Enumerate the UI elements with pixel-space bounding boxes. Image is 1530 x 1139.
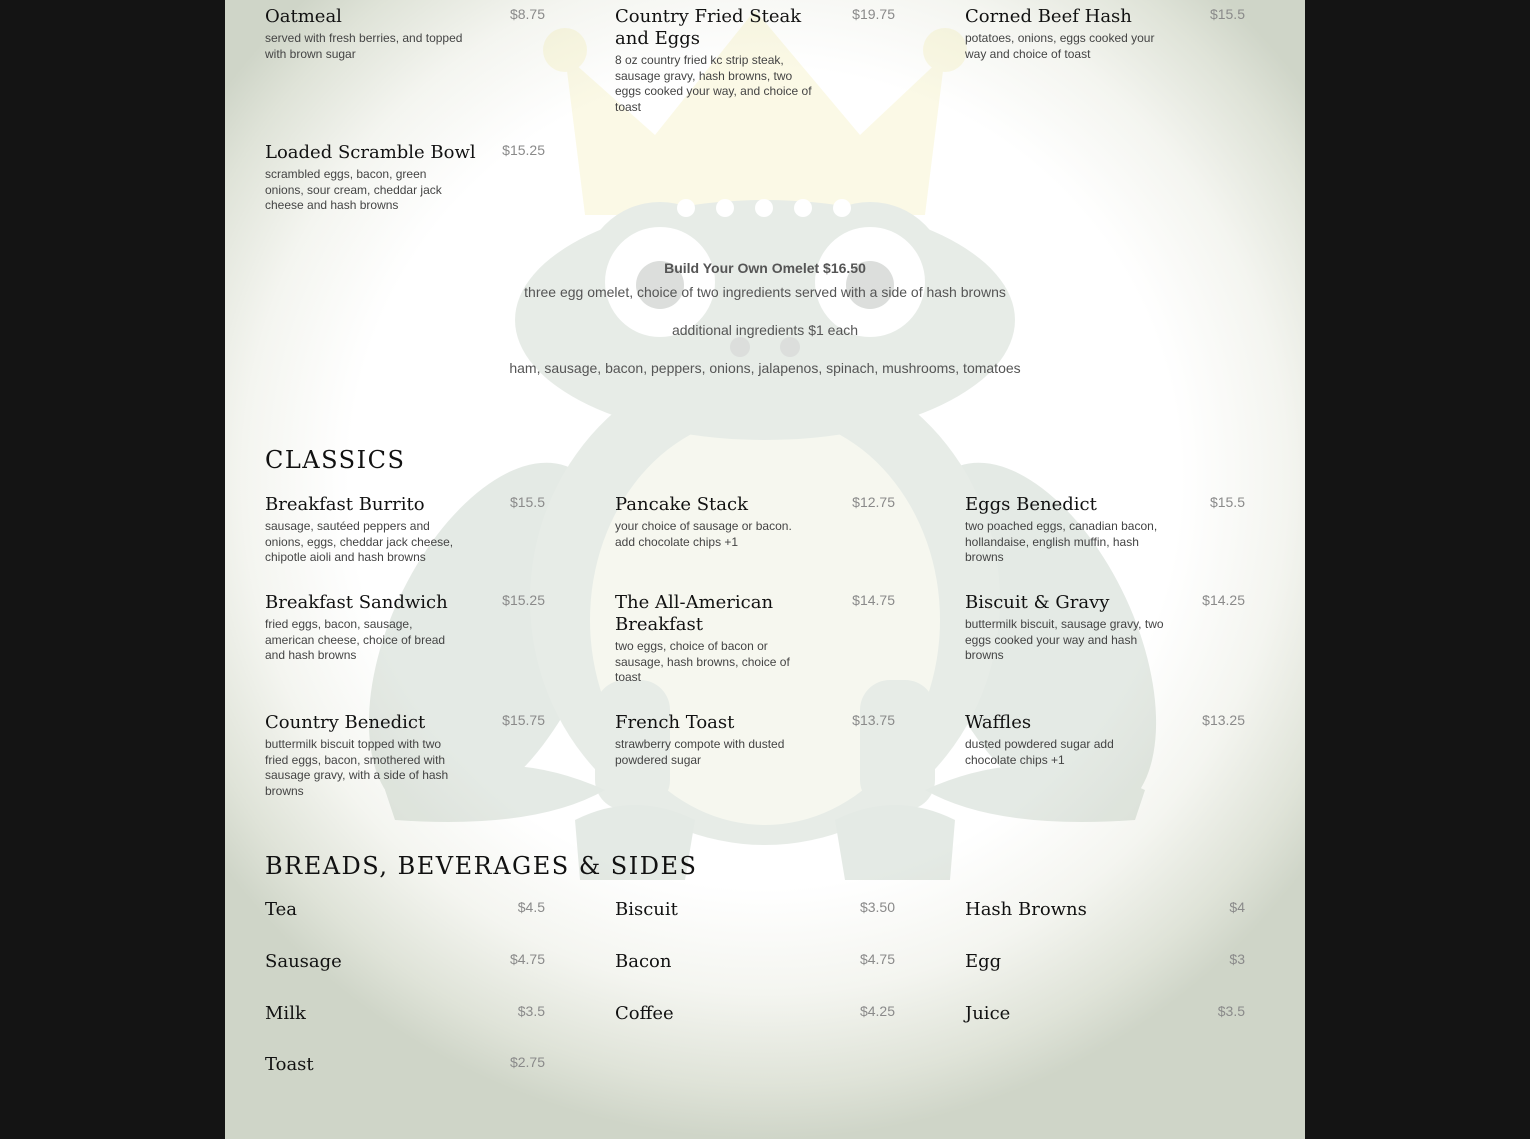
menu-item [615,2,895,115]
menu-item [615,490,895,550]
side-item [965,999,1245,1025]
item-name: Sausage [265,951,342,972]
omelet-ingredients: ham, sausage, bacon, peppers, onions, jalapenos, spinach, mushrooms, tomatoes [509,360,1021,376]
item-name: Coffee [615,1003,674,1024]
item-name: Juice [965,1003,1011,1024]
side-item [965,947,1245,973]
item-name: Oatmeal [265,6,342,27]
item-name: Bacon [615,951,672,972]
item-price: $13.25 [1202,712,1245,728]
item-name: The All-American Breakfast [615,592,774,635]
item-description: 8 oz country fried kc strip steak, sausage gravy, hash browns, two eggs cooked your way, and choice of toast [615,53,812,114]
item-price: $3.5 [517,1003,545,1019]
item-price: $4.5 [517,899,545,915]
item-description: strawberry compote with dusted powdered sugar [615,737,785,767]
menu-item [965,2,1245,62]
item-name: French Toast [615,712,735,733]
menu-item [615,588,895,686]
side-item [265,895,545,921]
menu-item [265,2,545,62]
item-price: $14.75 [852,592,895,608]
item-name: Biscuit [615,899,678,920]
item-price: $15.25 [502,592,545,608]
section-title-sides: BREADS, BEVERAGES & SIDES [265,852,698,880]
menu-item [965,490,1245,566]
item-name: Breakfast Burrito [265,494,425,515]
item-price: $15.5 [1209,494,1245,510]
item-price: $15.25 [502,142,545,158]
item-name: Country Fried Steak and Eggs [615,6,802,49]
item-price: $14.25 [1202,592,1245,608]
side-item [265,1050,545,1076]
menu-item [615,708,895,768]
item-price: $15.5 [1209,6,1245,22]
item-name: Egg [965,951,1002,972]
item-name: Milk [265,1003,306,1024]
item-name: Pancake Stack [615,494,749,515]
item-price: $2.75 [509,1054,545,1070]
side-item [965,895,1245,921]
item-price: $19.75 [852,6,895,22]
item-description: served with fresh berries, and topped with brown sugar [265,31,463,61]
item-price: $4 [1229,899,1245,915]
item-description: fried eggs, bacon, sausage, american cheese, choice of bread and hash browns [265,617,446,662]
item-description: scrambled eggs, bacon, green onions, sour cream, cheddar jack cheese and hash browns [265,167,442,212]
item-name: Corned Beef Hash [965,6,1132,27]
item-price: $13.75 [852,712,895,728]
menu-item [265,138,545,214]
omelet-extra-note: additional ingredients $1 each [671,322,859,338]
item-name: Tea [265,899,297,920]
item-name: Loaded Scramble Bowl [265,142,476,163]
item-name: Waffles [965,712,1032,733]
item-name: Eggs Benedict [965,494,1097,515]
item-price: $12.75 [852,494,895,510]
item-name: Hash Browns [965,899,1087,920]
omelet-description: three egg omelet, choice of two ingredients served with a side of hash browns [524,284,1006,300]
item-price: $3.50 [859,899,895,915]
menu-content [225,0,1305,1139]
side-item [615,999,895,1025]
item-description: buttermilk biscuit topped with two fried eggs, bacon, smothered with sausage gravy, with a side of hash browns [265,737,449,798]
item-price: $4.25 [859,1003,895,1019]
item-description: dusted powdered sugar add chocolate chips +1 [965,737,1114,767]
menu-page [225,0,1305,1139]
side-item [615,895,895,921]
item-description: buttermilk biscuit, sausage gravy, two eggs cooked your way and hash browns [965,617,1164,662]
item-price: $4.75 [859,951,895,967]
side-item [265,999,545,1025]
item-name: Country Benedict [265,712,426,733]
menu-item [965,588,1245,664]
menu-item [965,708,1245,768]
item-description: potatoes, onions, eggs cooked your way and choice of toast [965,31,1155,61]
item-description: your choice of sausage or bacon. add chocolate chips +1 [615,519,792,549]
item-price: $4.75 [509,951,545,967]
item-description: two eggs, choice of bacon or sausage, hash browns, choice of toast [615,639,790,684]
item-description: two poached eggs, canadian bacon, hollandaise, english muffin, hash browns [965,519,1158,564]
side-item [265,947,545,973]
item-name: Breakfast Sandwich [265,592,448,613]
omelet-title: Build Your Own Omelet $16.50 [664,260,866,276]
item-price: $15.75 [502,712,545,728]
section-title-classics: CLASSICS [265,446,406,474]
item-price: $15.5 [509,494,545,510]
item-price: $3 [1229,951,1245,967]
item-price: $3.5 [1217,1003,1245,1019]
side-item [615,947,895,973]
menu-item [265,708,545,799]
menu-item [265,490,545,566]
item-description: sausage, sautéed peppers and onions, eggs, cheddar jack cheese, chipotle aioli and hash browns [265,519,454,564]
item-name: Toast [265,1054,314,1075]
item-price: $8.75 [509,6,545,22]
item-name: Biscuit & Gravy [965,592,1110,613]
menu-item [265,588,545,664]
